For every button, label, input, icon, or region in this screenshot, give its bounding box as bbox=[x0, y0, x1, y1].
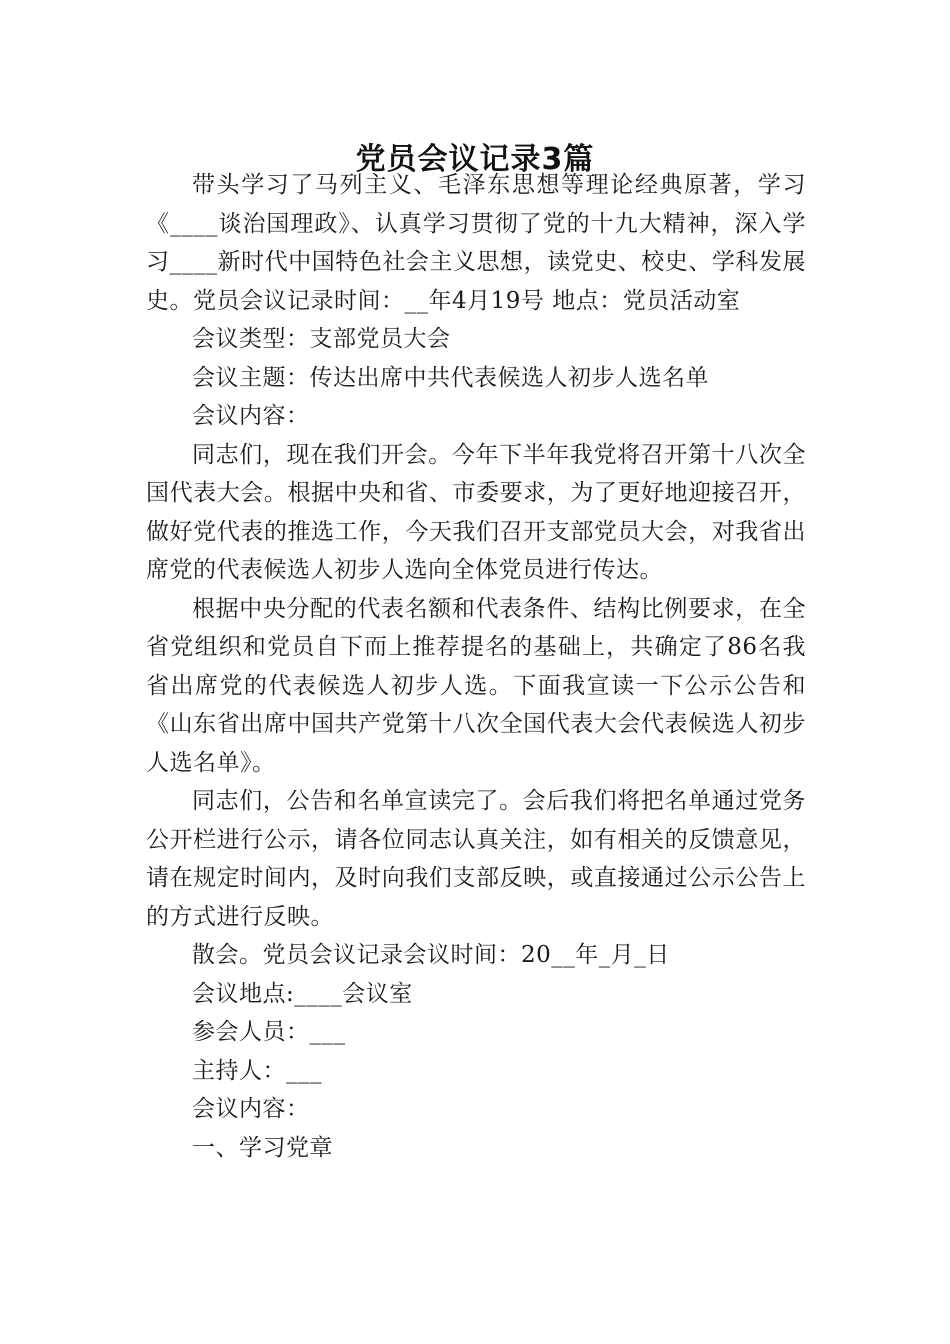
document-title: 党员会议记录3篇 bbox=[355, 142, 595, 178]
paragraph-candidates: 根据中央分配的代表名额和代表条件、结构比例要求，在全省党组织和党员自下而上推荐提名的基础上，共确定了86名我省出席党的代表候选人初步人选。下面我宣读一下公示公告和《山东省出席中国共产党第十八次全国代表大会代表候选人初步人选名单》。 bbox=[146, 595, 806, 776]
paragraph-opening: 同志们，现在我们开会。今年下半年我党将召开第十八次全国代表大会。根据中央和省、市委要求，为了更好地迎接召开，做好党代表的推选工作，今天我们召开支部党员大会，对我省出席党的代表候选人初步人选向全体党员进行传达。 bbox=[146, 441, 806, 583]
paragraph-host: 主持人：___ bbox=[192, 1057, 322, 1084]
document-body bbox=[146, 166, 806, 1167]
paragraph-meeting-type: 会议类型：支部党员大会 bbox=[192, 326, 451, 352]
paragraph-meeting-location: 会议地点:____会议室 bbox=[192, 980, 413, 1007]
paragraph-meeting-topic: 会议主题：传达出席中共代表候选人初步人选名单 bbox=[192, 364, 709, 391]
paragraph-section-one: 一、学习党章 bbox=[192, 1134, 333, 1161]
paragraph-adjourn: 散会。党员会议记录会议时间：20__年_月_日 bbox=[192, 942, 670, 968]
paragraph-attendees: 参会人员：___ bbox=[192, 1019, 346, 1045]
paragraph-announcement: 同志们，公告和名单宣读完了。会后我们将把名单通过党务公开栏进行公示，请各位同志认真关注，如有相关的反馈意见，请在规定时间内，及时向我们支部反映，或直接通过公示公告上的方式进行反映。 bbox=[146, 788, 806, 930]
paragraph-meeting-content-label-2: 会议内容： bbox=[192, 1096, 310, 1122]
paragraph-meeting-content-label: 会议内容： bbox=[192, 403, 310, 429]
paragraph-intro: 带头学习了马列主义、毛泽东思想等理论经典原著，学习《____谈治国理政》、认真学习贯彻了党的十九大精神，深入学习____新时代中国特色社会主义思想，读党史、校史、学科发展史。党员会议记录时间：__年4月19号 地点：党员活动室 bbox=[146, 172, 806, 314]
